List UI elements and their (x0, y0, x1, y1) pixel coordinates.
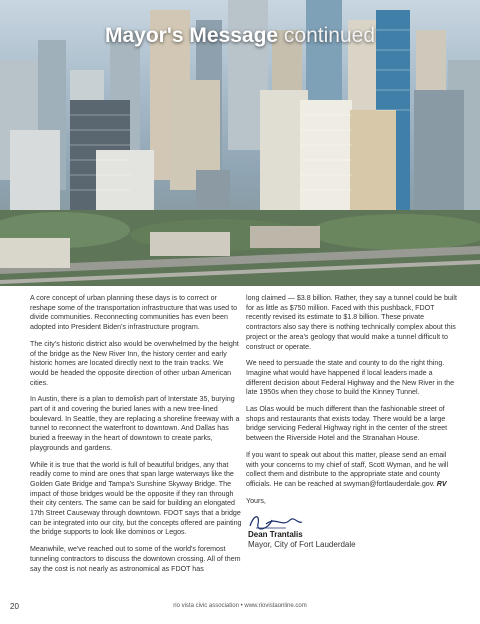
title-text: Mayor's Message (105, 24, 279, 47)
paragraph: long claimed — $3.8 billion. Rather, they say a tunnel could be built for as little as $750 million. Faced with this pushback, FDOT recently revised its estimate to $1.8 billion. These private contractors also say there is nothing technically complex about this project or the area's geology that would make a tunnel difficult to construct or operate. (246, 294, 457, 351)
signature-block (246, 510, 458, 550)
paragraph (246, 451, 458, 490)
paragraph: In Austin, there is a plan to demolish part of Interstate 35, burying part of it and covering the buried lanes with a new tree-lined boulevard. In Seattle, they are replacing a shoreline freeway with a tunnel to reconnect the waterfront to downtown. And Dallas has buried a freeway in the heart of downtown to create parks, playgrounds and gardens. (30, 395, 240, 452)
title-continued: continued (283, 24, 375, 47)
contact-text: If you want to speak out about this matter, please send an email with your concerns to my chief of staff, Scott Wyman, and he will collect them and distribute to the appropriate state and county officials. He can be reached at swyman@fortlauderdale.gov. (246, 450, 449, 488)
right-column (246, 294, 458, 550)
paragraph: We need to persuade the state and county to do the right thing. Imagine what would have happened if local leaders made a different decision about Federal Highway and the New River in the late 1950s when they chose to build the Kinney Tunnel. (246, 359, 455, 397)
left-column (30, 294, 242, 581)
paragraph: The city's historic district also would be overwhelmed by the height of the bridge as the New River Inn, the history center and early historic homes are located directly next to the train tracks. We would be headed the opposite direction of other urban American cities. (30, 339, 239, 387)
signer-title: Mayor, City of Fort Lauderdale (248, 540, 356, 550)
city-aerial-photo (0, 0, 480, 286)
page-title (0, 24, 480, 48)
paragraph: A core concept of urban planning these days is to correct or reshape some of the transportation infrastructure that was used to divide communities. Reconnecting communities has even been adopted into President Biden's infrastructure program. (30, 294, 238, 332)
signer-name: Dean Trantalis (248, 530, 303, 540)
footer-text: rio vista civic association • www.riovistaonline.com (173, 603, 307, 609)
paragraph: Meanwhile, we've reached out to some of the world's foremost tunneling contractors to discuss the downtown crossing. All of them say the cost is not nearly as astronomical as FDOT has (30, 545, 241, 573)
paragraph: Las Olas would be much different than the fashionable street of shops and restaurants that exists today. There would be a large bridge servicing Federal Highway right in the center of the street between the Riverside Hotel and the Stranahan House. (246, 405, 448, 443)
page-number: 20 (10, 602, 19, 611)
paragraph: While it is true that the world is full of beautiful bridges, any that readily come to mind are ones that span large waterways like the Golden Gate Bridge and Tampa's Sunshine Skyway Bridge. The impact of those bridges would be the opposite if they ran through their city centers. The same can be said for building an elongated 17th Street Causeway through downtown. FDOT says that a bridge can be integrated into our city, but the concepts offered are painting the bridge supports to look like dominos or Legos. (30, 460, 242, 537)
page-footer (0, 602, 480, 616)
closing: Yours, (246, 496, 266, 505)
end-mark: RV (436, 479, 447, 488)
